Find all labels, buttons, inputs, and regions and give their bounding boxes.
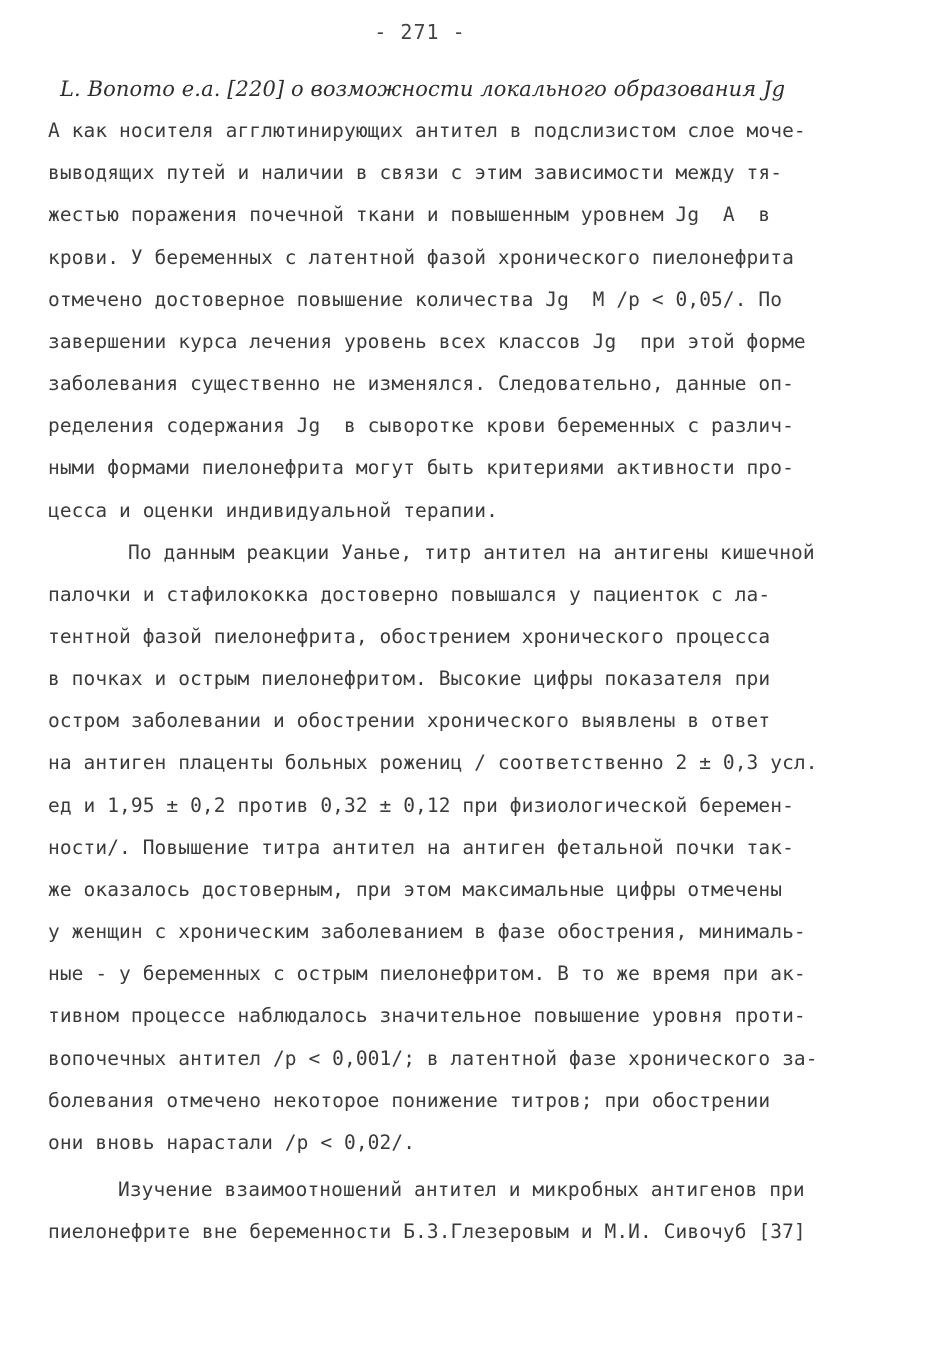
text-line-22: ные - у беременных с острым пиелонефритом. В то же время при ак- [48, 962, 806, 985]
text-line-16: остром заболевании и обострении хронического выявлены в ответ [48, 709, 771, 732]
text-line-19: ности/. Повышение титра антител на антиген фетальной почки так- [48, 836, 794, 859]
text-line-6: отмечено достоверное повышение количества Jg М /р < 0,05/. По [48, 288, 783, 311]
text-line-13: палочки и стафилококка достоверно повышался у пациенток с ла- [48, 583, 771, 606]
text-line-24: вопочечных антител /р < 0,001/; в латентной фазе хронического за- [48, 1047, 818, 1070]
text-line-9: ределения содержания Jg в сыворотке крови беременных с различ- [48, 414, 794, 437]
text-line-1: L. Вопото е.а. [220] о возможности локального образования Jg [60, 77, 786, 101]
text-line-12: По данным реакции Уанье, титр антител на антигены кишечной [128, 541, 815, 564]
text-line-11: цесса и оценки индивидуальной терапии. [48, 499, 498, 522]
text-line-23: тивном процессе наблюдалось значительное повышение уровня проти- [48, 1004, 806, 1027]
text-line-3: выводящих путей и наличии в связи с этим зависимости между тя- [48, 161, 783, 184]
text-line-25: болевания отмечено некоторое понижение титров; при обострении [48, 1089, 771, 1112]
text-line-15: в почках и острым пиелонефритом. Высокие цифры показателя при [48, 667, 771, 690]
text-line-2: А как носителя агглютинирующих антител в подслизистом слое моче- [48, 119, 806, 142]
text-line-14: тентной фазой пиелонефрита, обострением хронического процесса [48, 625, 771, 648]
text-line-28: пиелонефрите вне беременности Б.З.Глезеровым и М.И. Сивочуб [37] [48, 1220, 806, 1243]
page-number: - 271 - [374, 20, 466, 44]
text-line-20: же оказалось достоверным, при этом максимальные цифры отмечены [48, 878, 783, 901]
text-line-26: они вновь нарастали /р < 0,02/. [48, 1131, 416, 1154]
text-line-5: крови. У беременных с латентной фазой хронического пиелонефрита [48, 246, 794, 269]
text-line-10: ными формами пиелонефрита могут быть критериями активности про- [48, 456, 794, 479]
text-line-21: у женщин с хроническим заболеванием в фазе обострения, минималь- [48, 920, 806, 943]
text-line-17: на антиген плаценты больных рожениц / соответственно 2 ± 0,3 усл. [48, 751, 818, 774]
text-line-4: жестью поражения почечной ткани и повышенным уровнем Jg А в [48, 203, 771, 226]
text-line-8: заболевания существенно не изменялся. Следовательно, данные оп- [48, 372, 794, 395]
text-line-18: ед и 1,95 ± 0,2 против 0,32 ± 0,12 при физиологической беремен- [48, 794, 794, 817]
text-line-27: Изучение взаимоотношений антител и микробных антигенов при [118, 1178, 805, 1201]
text-line-7: завершении курса лечения уровень всех классов Jg при этой форме [48, 330, 806, 353]
